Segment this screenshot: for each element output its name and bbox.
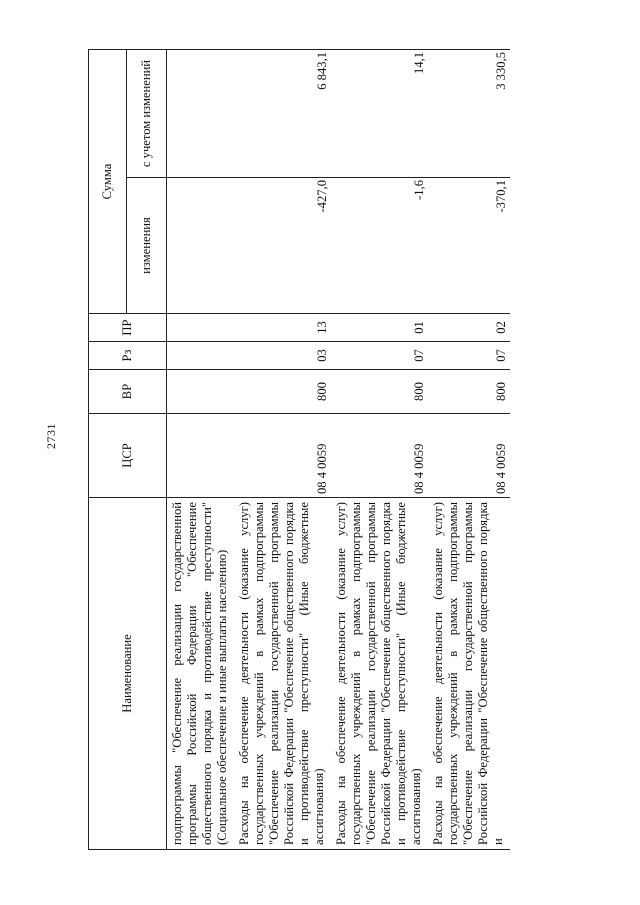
row-vr <box>167 370 235 414</box>
row-rz: 07 <box>428 342 510 370</box>
page-number: 2731 <box>44 423 58 449</box>
row-vr: 800 <box>428 370 510 414</box>
header-csr: ЦСР <box>89 414 167 498</box>
row-name: Расходы на обеспечение деятельности (оказание услуг) государственных учреждений в рамках подпрограммы "Обеспечение реализации государственной программы Российской Федерации "Обеспечение общественного порядка и <box>428 498 510 850</box>
row-total: 6 843,1 <box>234 49 331 177</box>
row-rz <box>167 342 235 370</box>
row-name: Расходы на обеспечение деятельности (оказание услуг) государственных учреждений в рамках подпрограммы "Обеспечение реализации государственной программы Российской Федерации "Обеспечение общественного порядка и противодействие преступности" (Иные бюджетные ассигнования) <box>331 498 428 850</box>
row-change: -1,6 <box>331 178 428 314</box>
row-pr: 13 <box>234 314 331 342</box>
row-change: -370,1 <box>428 178 510 314</box>
row-csr: 08 4 0059 <box>234 414 331 498</box>
table-row <box>331 49 428 849</box>
row-pr <box>167 314 235 342</box>
header-vr: ВР <box>89 370 167 414</box>
row-csr: 08 4 0059 <box>331 414 428 498</box>
row-total: 3 330,5 <box>428 49 510 177</box>
header-with-changes: с учетом изменений <box>127 49 167 177</box>
header-sum: Сумма <box>89 49 127 313</box>
table-header-row <box>89 49 127 849</box>
header-rz: Рз <box>89 342 167 370</box>
row-change: -427,0 <box>234 178 331 314</box>
row-name: Расходы на обеспечение деятельности (оказание услуг) государственных учреждений в рамках подпрограммы "Обеспечение реализации государственной программы Российской Федерации "Обеспечение общественного порядка и противодействие преступности" (Иные бюджетные ассигнования) <box>234 498 331 850</box>
row-change <box>167 178 235 314</box>
budget-table <box>88 49 510 850</box>
row-vr: 800 <box>234 370 331 414</box>
row-csr <box>167 414 235 498</box>
header-change: изменения <box>127 178 167 314</box>
row-rz: 03 <box>234 342 331 370</box>
row-name: подпрограммы "Обеспечение реализации государственной программы Российской Федерации "Обеспечение общественного порядка и противодействие преступности" (Социальное обеспечение и иные выплаты населению) <box>167 498 235 850</box>
row-pr: 01 <box>331 314 428 342</box>
row-rz: 07 <box>331 342 428 370</box>
rotated-budget-table <box>88 50 628 850</box>
header-pr: ПР <box>89 314 167 342</box>
table-row <box>167 49 235 849</box>
table-row <box>428 49 510 849</box>
row-csr: 08 4 0059 <box>428 414 510 498</box>
row-total <box>167 49 235 177</box>
header-name: Наименование <box>89 498 167 850</box>
row-vr: 800 <box>331 370 428 414</box>
table-row <box>234 49 331 849</box>
row-total: 14,1 <box>331 49 428 177</box>
row-pr: 02 <box>428 314 510 342</box>
